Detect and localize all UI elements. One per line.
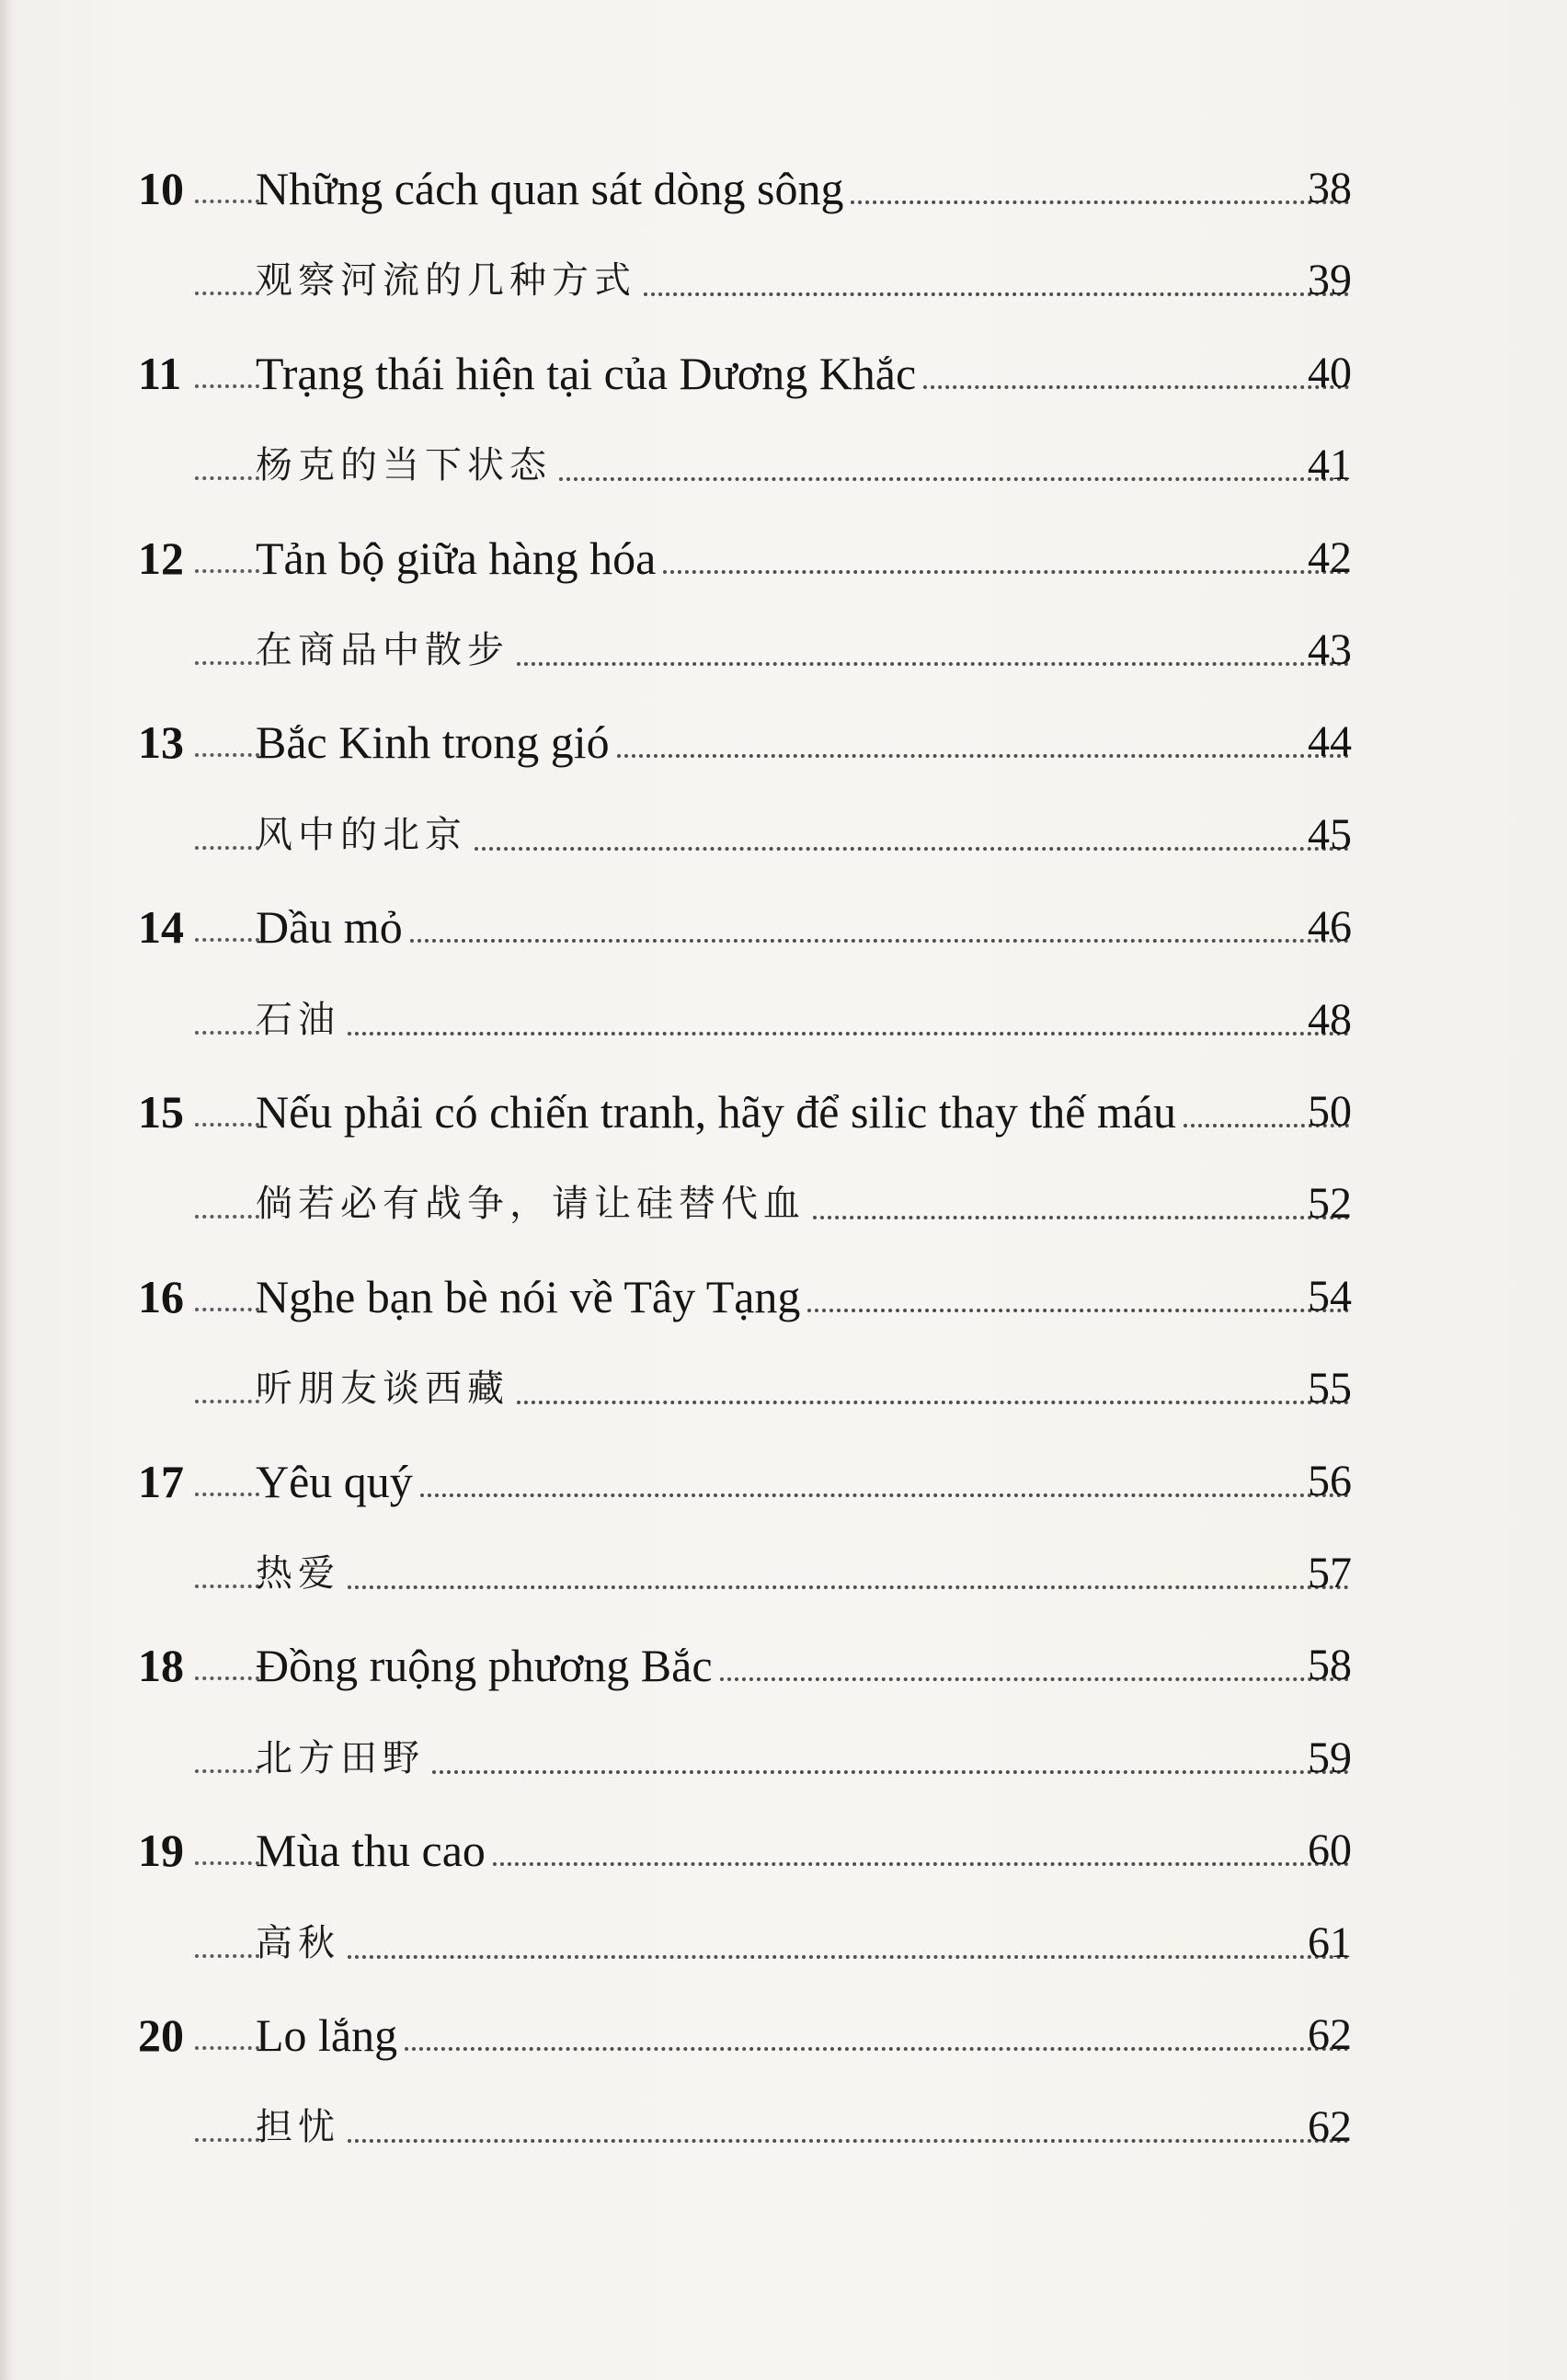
entry-number: 13 [138, 716, 184, 768]
entry-line [256, 1994, 1349, 2077]
leader-dots [348, 978, 1349, 1061]
toc-entry-vietnamese [0, 1994, 1567, 2077]
number-leader-dots [195, 239, 259, 322]
entry-line [256, 886, 1349, 968]
number-leader-dots [195, 1717, 259, 1800]
number-leader-dots [195, 978, 259, 1061]
entry-page-number: 52 [1308, 1179, 1352, 1228]
entry-page-number: 39 [1308, 256, 1352, 304]
number-leader-dots [195, 147, 259, 230]
entry-title: Nếu phải có chiến tranh, hãy để silic thay thế máu [256, 1086, 1177, 1138]
leader-dots [813, 1162, 1349, 1245]
toc-entry-chinese [0, 1717, 1567, 1800]
entry-page-number: 54 [1308, 1272, 1352, 1321]
entry-page-number: 59 [1308, 1734, 1352, 1782]
entry-page-number: 38 [1308, 164, 1352, 212]
entry-number: 15 [138, 1086, 184, 1138]
leader-dots [720, 1624, 1349, 1707]
entry-line [256, 517, 1349, 600]
entry-number: 14 [138, 901, 184, 953]
number-leader-dots [195, 1902, 259, 1985]
entry-title: 杨克的当下状态 [256, 444, 552, 486]
number-leader-dots [195, 886, 259, 968]
leader-dots [348, 2086, 1349, 2168]
leader-dots [923, 332, 1349, 415]
toc-entry-vietnamese [0, 332, 1567, 415]
entry-line [256, 1162, 1349, 1245]
toc-entry-chinese [0, 1347, 1567, 1430]
entry-number: 12 [138, 532, 184, 584]
entry-line [256, 2086, 1349, 2168]
entry-title: Dầu mỏ [256, 901, 403, 953]
entry-page-number: 43 [1308, 625, 1352, 674]
entry-page-number: 60 [1308, 1825, 1352, 1874]
leader-dots [475, 794, 1349, 876]
entry-line [256, 1255, 1349, 1338]
number-leader-dots [195, 609, 259, 692]
toc-entry-chinese [0, 978, 1567, 1061]
leader-dots [851, 147, 1349, 230]
entry-number: 16 [138, 1271, 184, 1322]
entry-title: 倘若必有战争，请让硅替代血 [256, 1183, 806, 1225]
entry-number: 18 [138, 1640, 184, 1691]
toc-entry-chinese [0, 609, 1567, 692]
entry-page-number: 44 [1308, 717, 1352, 766]
entry-title: 观察河流的几种方式 [256, 259, 636, 302]
toc-entry-chinese [0, 794, 1567, 876]
leader-dots [807, 1255, 1349, 1338]
entry-line [256, 609, 1349, 692]
toc-entry-vietnamese [0, 517, 1567, 600]
entry-number: 17 [138, 1456, 184, 1507]
leader-dots [644, 239, 1349, 322]
entry-line [256, 701, 1349, 784]
toc-entry-chinese [0, 424, 1567, 507]
entry-number: 11 [138, 348, 182, 399]
number-leader-dots [195, 1994, 259, 2077]
toc-entry-chinese [0, 1162, 1567, 1245]
toc-entry-vietnamese [0, 1440, 1567, 1523]
entry-page-number: 62 [1308, 2102, 1352, 2151]
number-leader-dots [195, 701, 259, 784]
leader-dots [348, 1902, 1349, 1985]
entry-title: Bắc Kinh trong gió [256, 716, 610, 768]
entry-page-number: 56 [1308, 1457, 1352, 1505]
number-leader-dots [195, 2086, 259, 2168]
number-leader-dots [195, 1255, 259, 1338]
leader-dots [405, 1994, 1349, 2077]
leader-dots [559, 424, 1349, 507]
leader-dots [517, 609, 1349, 692]
entry-line [256, 332, 1349, 415]
entry-title: Mùa thu cao [256, 1825, 486, 1876]
entry-title: Lo lắng [256, 2009, 398, 2061]
leader-dots [410, 886, 1349, 968]
entry-title: 在商品中散步 [256, 629, 509, 671]
toc-entry-chinese [0, 2086, 1567, 2168]
entry-page-number: 48 [1308, 995, 1352, 1044]
entry-title: Những cách quan sát dòng sông [256, 163, 844, 214]
entry-line [256, 147, 1349, 230]
toc-entry-vietnamese [0, 147, 1567, 230]
entry-line [256, 1440, 1349, 1523]
entry-line [256, 1717, 1349, 1800]
entry-page-number: 61 [1308, 1918, 1352, 1967]
leader-dots [432, 1717, 1349, 1800]
entry-number: 19 [138, 1825, 184, 1876]
entry-line [256, 424, 1349, 507]
entry-title: 风中的北京 [256, 814, 467, 856]
entry-page-number: 42 [1308, 533, 1352, 582]
entry-title: 石油 [256, 999, 340, 1041]
entry-title: Nghe bạn bè nói về Tây Tạng [256, 1271, 801, 1322]
number-leader-dots [195, 1162, 259, 1245]
entry-line [256, 1532, 1349, 1615]
leader-dots [420, 1440, 1349, 1523]
toc-entry-vietnamese [0, 1809, 1567, 1892]
entry-page-number: 41 [1308, 441, 1352, 489]
entry-title: 听朋友谈西藏 [256, 1367, 509, 1410]
number-leader-dots [195, 332, 259, 415]
entry-line [256, 1809, 1349, 1892]
entry-title: 热爱 [256, 1552, 340, 1595]
number-leader-dots [195, 1440, 259, 1523]
number-leader-dots [195, 1532, 259, 1615]
number-leader-dots [195, 517, 259, 600]
entry-line [256, 1347, 1349, 1430]
entry-page-number: 50 [1308, 1087, 1352, 1136]
leader-dots [348, 1532, 1349, 1615]
entry-line [256, 978, 1349, 1061]
entry-page-number: 46 [1308, 902, 1352, 951]
number-leader-dots [195, 1624, 259, 1707]
leader-dots [617, 701, 1349, 784]
toc-entry-vietnamese [0, 886, 1567, 968]
toc-entry-chinese [0, 239, 1567, 322]
number-leader-dots [195, 794, 259, 876]
entry-title: Đồng ruộng phương Bắc [256, 1640, 713, 1691]
entry-line [256, 1902, 1349, 1985]
entry-title: 高秋 [256, 1922, 340, 1964]
entry-page-number: 57 [1308, 1549, 1352, 1597]
entry-line [256, 1070, 1349, 1153]
entry-title: Tản bộ giữa hàng hóa [256, 532, 657, 584]
entry-title: 担忧 [256, 2106, 340, 2148]
entry-page-number: 45 [1308, 810, 1352, 859]
leader-dots [517, 1347, 1349, 1430]
number-leader-dots [195, 1809, 259, 1892]
entry-line [256, 1624, 1349, 1707]
number-leader-dots [195, 424, 259, 507]
toc-entry-vietnamese [0, 701, 1567, 784]
entry-title: Trạng thái hiện tại của Dương Khắc [256, 348, 917, 399]
number-leader-dots [195, 1070, 259, 1153]
toc-entry-vietnamese [0, 1070, 1567, 1153]
toc-entry-vietnamese [0, 1255, 1567, 1338]
entry-page-number: 62 [1308, 2010, 1352, 2059]
leader-dots [493, 1809, 1349, 1892]
entry-page-number: 40 [1308, 349, 1352, 397]
entry-title: 北方田野 [256, 1737, 425, 1779]
toc-entry-chinese [0, 1902, 1567, 1985]
number-leader-dots [195, 1347, 259, 1430]
toc-entry-chinese [0, 1532, 1567, 1615]
entry-line [256, 239, 1349, 322]
entry-number: 10 [138, 163, 184, 214]
entry-number: 20 [138, 2009, 184, 2061]
toc-entry-vietnamese [0, 1624, 1567, 1707]
entry-page-number: 55 [1308, 1364, 1352, 1413]
entry-line [256, 794, 1349, 876]
entry-page-number: 58 [1308, 1641, 1352, 1689]
entry-title: Yêu quý [256, 1456, 413, 1507]
leader-dots [663, 517, 1349, 600]
